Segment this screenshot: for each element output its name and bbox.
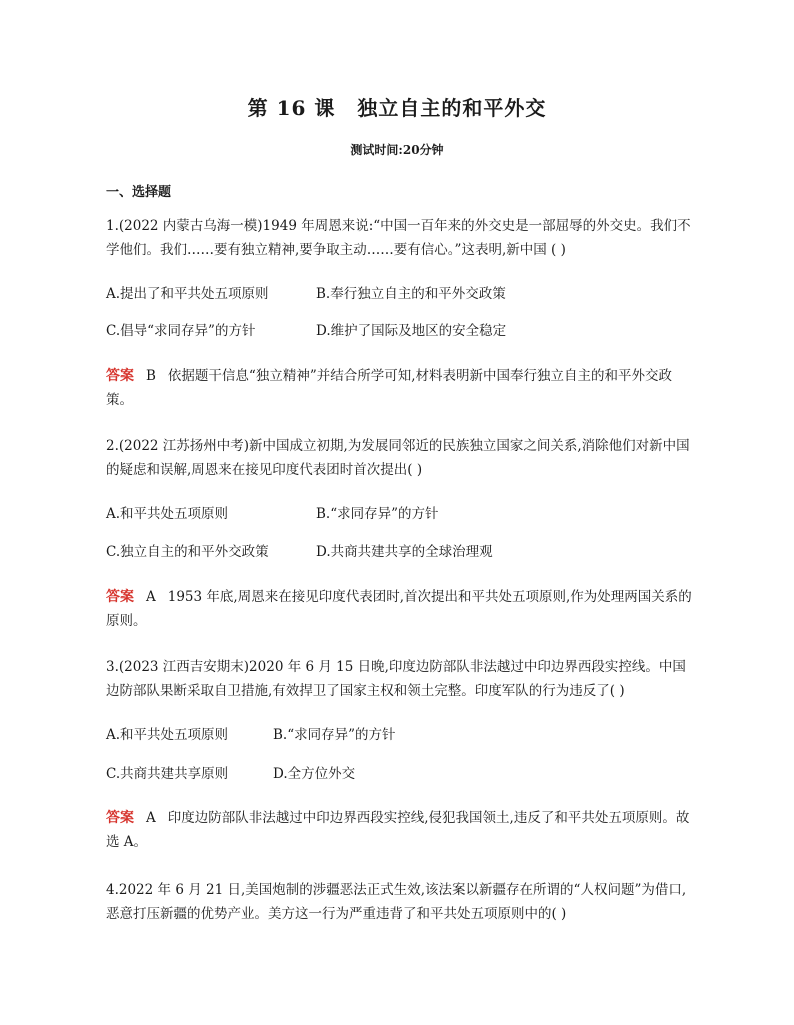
answer-label: 答案 [106,589,134,605]
question-4-stem: 4.2022 年 6 月 21 日,美国炮制的涉疆恶法正式生效,该法案以新疆存在所谓的“人权问题”为借口,恶意打压新疆的优势产业。美方这一行为严重违背了和平共处五项原则中的( ) [106,882,687,922]
lesson-topic: 独立自主的和平外交 [357,96,547,120]
answer-letter: A [146,589,156,605]
question-1-stem: 1.(2022 内蒙古乌海一模)1949 年周恩来说:“中国一百年来的外交史是一部屈辱的外交史。我们不学他们。我们……要有独立精神,要争取主动……要有信心。”这表明,新中国 ( ) [106,218,691,258]
answer-explanation: 印度边防部队非法越过中印边界西段实控线,侵犯我国领土,违反了和平共处五项原则。故选 A。 [106,810,690,850]
lesson-number: 第 16 课 [247,96,336,120]
question-3-option-a: A.和平共处五项原则 [106,727,229,743]
question-1-option-d: D.维护了国际及地区的安全稳定 [316,323,507,339]
section-heading: 一、选择题 [106,185,172,200]
question-3-stem: 3.(2023 江西吉安期末)2020 年 6 月 15 日晚,印度边防部队非法越过中印边界西段实控线。中国边防部队果断采取自卫措施,有效捍卫了国家主权和领土完整。印度军队的行为违反了( ) [106,659,686,699]
lesson-title [0,92,794,121]
question-2-option-c: C.独立自主的和平外交政策 [106,544,269,560]
question-1-answer [106,364,696,412]
question-2-option-b: B.“求同存异”的方针 [316,506,439,522]
answer-letter: B [146,368,156,384]
question-3-option-d: D.全方位外交 [273,766,356,782]
answer-label: 答案 [106,810,134,826]
question-1-option-b: B.奉行独立自主的和平外交政策 [316,286,506,302]
question-3-option-b: B.“求同存异”的方针 [273,727,396,743]
question-2-option-d: D.共商共建共享的全球治理观 [316,544,493,560]
answer-explanation: 依据题干信息“独立精神”并结合所学可知,材料表明新中国奉行独立自主的和平外交政策。 [106,368,673,408]
question-3-answer [106,806,696,854]
test-time: 测试时间:20分钟 [350,143,444,157]
answer-letter: A [146,810,156,826]
question-1-option-c: C.倡导“求同存异”的方针 [106,323,256,339]
question-3-option-c: C.共商共建共享原则 [106,766,229,782]
question-1-option-a: A.提出了和平共处五项原则 [106,286,269,302]
answer-label: 答案 [106,368,134,384]
question-2-answer [106,585,696,633]
question-2-option-a: A.和平共处五项原则 [106,506,229,522]
question-2-stem: 2.(2022 江苏扬州中考)新中国成立初期,为发展同邻近的民族独立国家之间关系,消除他们对新中国的疑虑和误解,周恩来在接见印度代表团时首次提出( ) [106,438,690,478]
answer-explanation: 1953 年底,周恩来在接见印度代表团时,首次提出和平共处五项原则,作为处理两国关系的原则。 [106,589,692,629]
